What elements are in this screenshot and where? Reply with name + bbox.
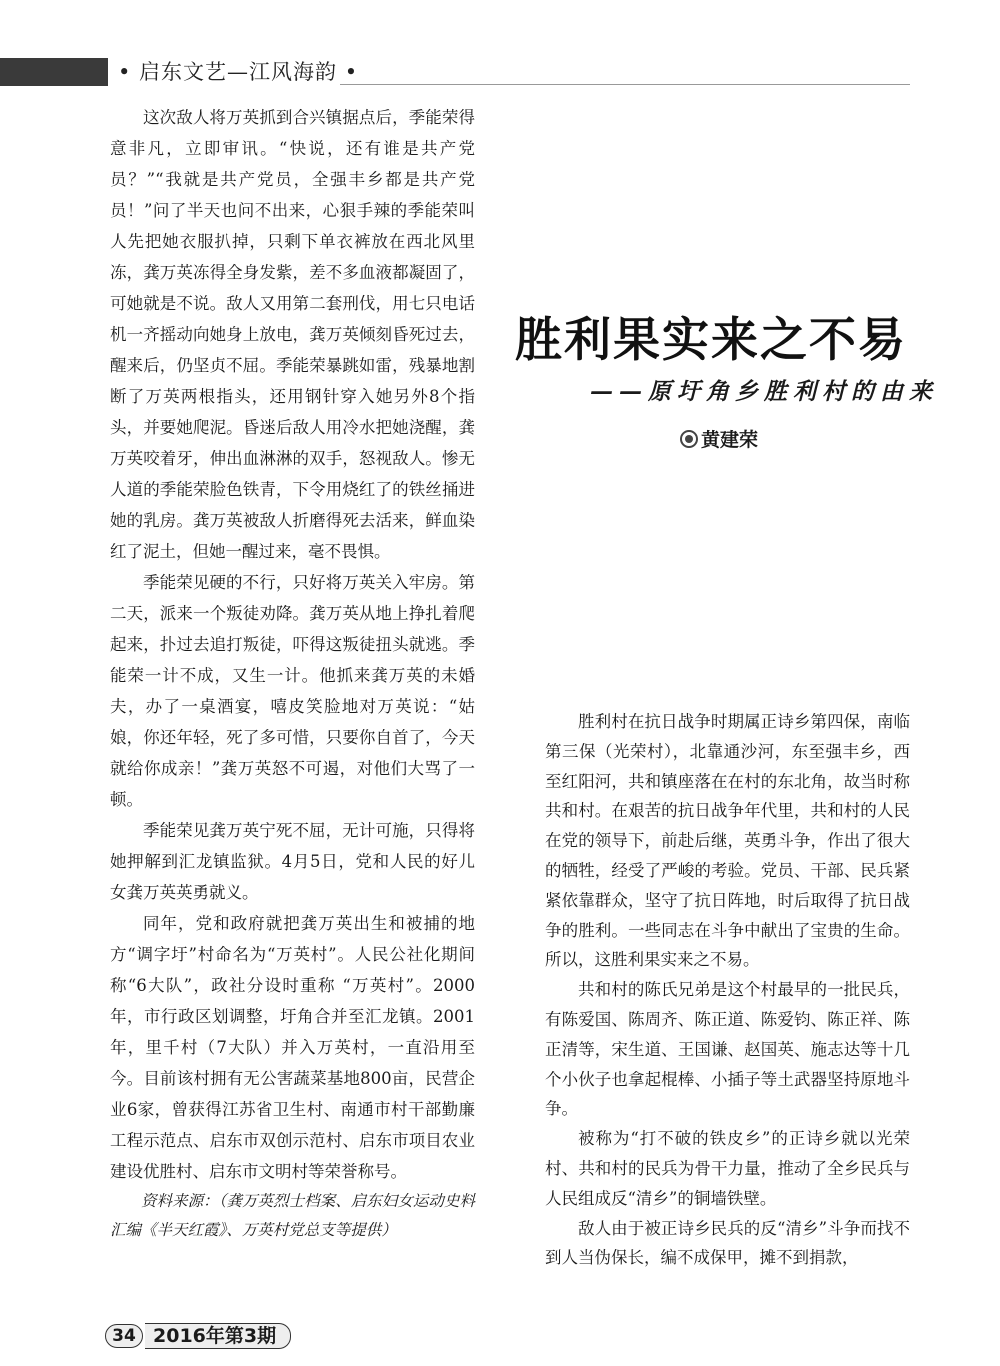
paragraph: 胜利村在抗日战争时期属正诗乡第四保，南临第三保（光荣村），北靠通沙河，东至强丰乡，西至红阳河，共和镇座落在在村的东北角，故当时称共和村。在艰苦的抗日战争年代里，共和村的人民在党的领导下，前赴后继，英勇斗争，作出了很大的牺牲，经受了严峻的考验。党员、干部、民兵紧紧依靠群众，坚守了抗日阵地，时后取得了抗日战争的胜利。一些同志在斗争中献出了宝贵的生命。所以，这胜利果实来之不易。 [545, 712, 910, 970]
header-bar [0, 58, 108, 86]
page-number: 34 [105, 1324, 143, 1348]
paragraph: 共和村的陈氏兄弟是这个村最早的一批民兵，有陈爱国、陈周齐、陈正道、陈爱钧、陈正祥、陈正清等，宋生道、王国谦、赵国英、施志达等十几个小伙子也拿起棍棒、小插子等土武器坚持原地斗争。 [545, 980, 910, 1119]
source-note: 资料来源：（龚万英烈士档案、启东妇女运动史料汇编《半天红霞》、万英村党总支等提供） [110, 1192, 475, 1239]
byline [680, 425, 758, 452]
paragraph: 敌人由于被正诗乡民兵的反“清乡”斗争而找不到人当伪保长，编不成保甲，摊不到捐款， [545, 1218, 910, 1268]
article-subtitle: ——原圩角乡胜利村的由来 [590, 378, 938, 405]
issue-label: 2016年第3期 [145, 1323, 291, 1349]
paragraph: 季能荣见硬的不行，只好将万英关入牢房。第二天，派来一个叛徒劝降。龚万英从地上挣扎着爬起来，扑过去追打叛徒，吓得这叛徒扭头就逃。季能荣一计不成，又生一计。他抓来龚万英的未婚夫，办了一桌酒宴，嘻皮笑脸地对万英说：“姑娘，你还年轻，死了多可惜，只要你自首了，今天就给你成亲！”龚万英怒不可遏，对他们大骂了一顿。 [110, 573, 475, 809]
right-column [545, 707, 910, 1273]
author-name: 黄建荣 [701, 429, 759, 451]
section-header: • 启东文艺—江风海韵 • [118, 60, 359, 84]
left-column [110, 102, 475, 1245]
bullet-icon [680, 430, 698, 448]
page-footer [105, 1323, 291, 1349]
article-title: 胜利果实来之不易 [515, 313, 907, 368]
header-rule [340, 84, 910, 85]
paragraph: 被称为“打不破的铁皮乡”的正诗乡就以光荣村、共和村的民兵为骨干力量，推动了全乡民兵与人民组成反“清乡”的铜墙铁壁。 [545, 1129, 910, 1208]
paragraph: 季能荣见龚万英宁死不屈，无计可施，只得将她押解到汇龙镇监狱。4月5日，党和人民的好儿女龚万英英勇就义。 [110, 821, 475, 902]
paragraph: 这次敌人将万英抓到合兴镇据点后，季能荣得意非凡，立即审讯。“快说，还有谁是共产党员？”“我就是共产党员，全强丰乡都是共产党员！”问了半天也问不出来，心狠手辣的季能荣叫人先把她衣服扒掉，只剩下单衣裤放在西北风里冻，龚万英冻得全身发紫，差不多血液都凝固了，可她就是不说。敌人又用第二套刑伐，用七只电话机一齐摇动向她身上放电，龚万英倾刻昏死过去，醒来后，仍坚贞不屈。季能荣暴跳如雷，残暴地割断了万英两根指头，还用钢针穿入她另外8个指头，并要她爬泥。昏迷后敌人用冷水把她浇醒，龚万英咬着牙，伸出血淋淋的双手，怒视敌人。惨无人道的季能荣脸色铁青，下令用烧红了的铁丝捅进她的乳房。龚万英被敌人折磨得死去活来，鲜血染红了泥土，但她一醒过来，毫不畏惧。 [110, 108, 475, 561]
paragraph: 同年，党和政府就把龚万英出生和被捕的地方“调字圩”村命名为“万英村”。人民公社化期间称“6大队”，政社分设时重称 “万英村”。2000年，市行政区划调整，圩角合并至汇龙镇。2001年，里千村（7大队）并入万英村，一直沿用至今。目前该村拥有无公害蔬菜基地800亩，民营企业6家，曾获得江苏省卫生村、南通市村干部勤廉工程示范点、启东市双创示范村、启东市项目农业建设优胜村、启东市文明村等荣誉称号。 [110, 914, 475, 1181]
